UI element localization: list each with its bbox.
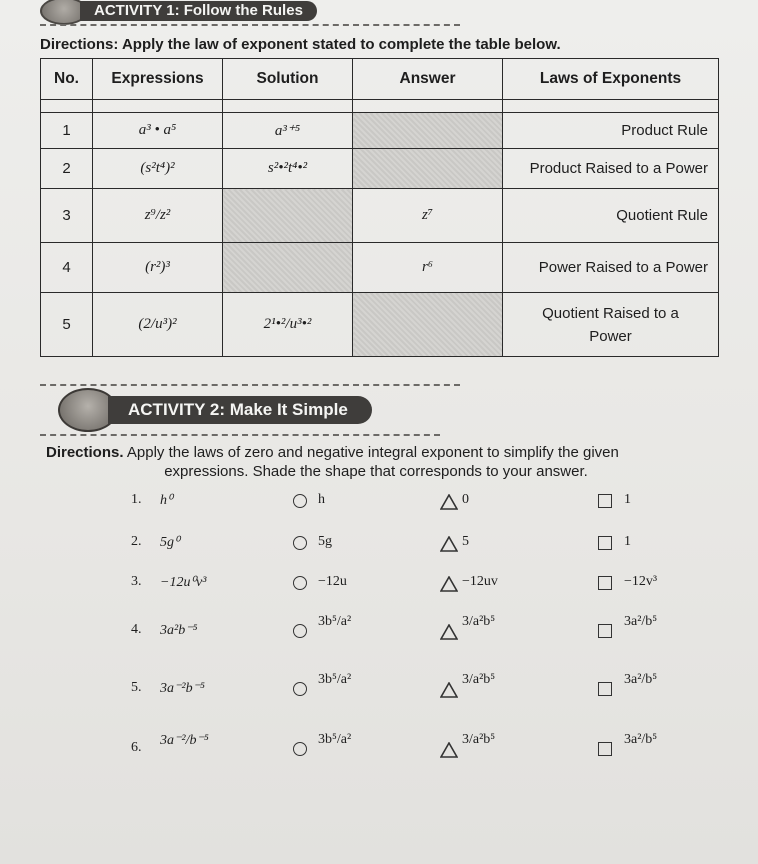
circle-shape[interactable]	[293, 682, 307, 696]
item-question: 3a²b⁻⁵	[160, 623, 198, 638]
triangle-option: 0	[462, 492, 469, 507]
item-number: 3.	[131, 574, 142, 589]
law-cell	[503, 293, 719, 357]
divider	[40, 384, 460, 386]
solution-cell-shaded[interactable]	[223, 243, 353, 293]
law-cell: Power Raised to a Power	[503, 243, 719, 293]
list-item	[0, 614, 758, 654]
solution-cell-shaded[interactable]	[223, 189, 353, 243]
list-item	[0, 488, 758, 528]
item-question: 5g⁰	[160, 535, 180, 550]
circle-option: 5g	[318, 534, 332, 549]
triangle-option: 3/a²b⁵	[462, 614, 496, 629]
square-shape[interactable]	[598, 576, 612, 590]
list-item	[0, 732, 758, 772]
list-item	[0, 672, 758, 712]
item-number: 2.	[131, 534, 142, 549]
square-option: −12v³	[624, 574, 658, 589]
square-shape[interactable]	[598, 624, 612, 638]
activity2-directions	[46, 443, 726, 481]
expression-cell: z⁹/z²	[93, 189, 223, 243]
circle-shape[interactable]	[293, 624, 307, 638]
item-question: 3a⁻²/b⁻⁵	[160, 733, 209, 748]
triangle-option: 3/a²b⁵	[462, 672, 496, 687]
circle-option: 3b⁵/a²	[318, 672, 352, 687]
row-number: 3	[41, 189, 93, 243]
item-number: 4.	[131, 622, 142, 637]
answer-cell-shaded[interactable]	[353, 113, 503, 149]
law-cell: Product Raised to a Power	[503, 149, 719, 189]
square-shape[interactable]	[598, 536, 612, 550]
header-solution: Solution	[223, 59, 353, 100]
square-option: 3a²/b⁵	[624, 614, 658, 629]
answer-cell: z⁷	[353, 189, 503, 243]
activity2-banner	[58, 390, 372, 430]
expression-cell: (r²)³	[93, 243, 223, 293]
expression-cell: a³ • a⁵	[93, 113, 223, 149]
square-option: 1	[624, 534, 631, 549]
circle-option: 3b⁵/a²	[318, 732, 352, 747]
table-row	[41, 149, 719, 189]
activity2-title: ACTIVITY 2: Make It Simple	[108, 396, 372, 424]
expression-cell: (2/u³)²	[93, 293, 223, 357]
activity1-directions: Directions: Apply the law of exponent stated to complete the table below.	[40, 36, 561, 53]
table-row	[41, 189, 719, 243]
activity1-banner	[40, 0, 317, 22]
header-laws: Laws of Exponents	[503, 59, 719, 100]
triangle-option: 3/a²b⁵	[462, 732, 496, 747]
square-shape[interactable]	[598, 742, 612, 756]
list-item	[0, 570, 758, 610]
header-answer: Answer	[353, 59, 503, 100]
table-row	[41, 293, 719, 357]
law-line-2: Power	[589, 327, 632, 345]
table-row	[41, 113, 719, 149]
item-question: 3a⁻²b⁻⁵	[160, 681, 205, 696]
item-number: 5.	[131, 680, 142, 695]
header-no: No.	[41, 59, 93, 100]
divider	[40, 24, 460, 26]
law-line-1: Quotient Raised to a	[542, 304, 679, 322]
list-item	[0, 530, 758, 570]
triangle-option: 5	[462, 534, 469, 549]
square-option: 1	[624, 492, 631, 507]
item-number: 1.	[131, 492, 142, 507]
circle-option: −12u	[318, 574, 347, 589]
circle-shape[interactable]	[293, 742, 307, 756]
answer-cell: r⁶	[353, 243, 503, 293]
square-shape[interactable]	[598, 494, 612, 508]
triangle-option: −12uv	[462, 574, 498, 589]
spacer-row	[41, 100, 719, 113]
directions-label: Directions.	[46, 444, 124, 461]
expression-cell: (s²t⁴)²	[93, 149, 223, 189]
circle-shape[interactable]	[293, 576, 307, 590]
laws-table	[40, 58, 719, 357]
circle-option: h	[318, 492, 325, 507]
answer-cell-shaded[interactable]	[353, 293, 503, 357]
item-question: h⁰	[160, 493, 173, 508]
table-header-row	[41, 59, 719, 100]
directions-line-2: expressions. Shade the shape that corresponds to your answer.	[164, 463, 588, 480]
circle-option: 3b⁵/a²	[318, 614, 352, 629]
row-number: 1	[41, 113, 93, 149]
square-shape[interactable]	[598, 682, 612, 696]
law-cell: Product Rule	[503, 113, 719, 149]
item-number: 6.	[131, 740, 142, 755]
solution-cell: a³⁺⁵	[223, 113, 353, 149]
law-cell: Quotient Rule	[503, 189, 719, 243]
circle-shape[interactable]	[293, 536, 307, 550]
circle-shape[interactable]	[293, 494, 307, 508]
header-expressions: Expressions	[93, 59, 223, 100]
row-number: 5	[41, 293, 93, 357]
solution-cell: s²•²t⁴•²	[223, 149, 353, 189]
solution-cell: 2¹•²/u³•²	[223, 293, 353, 357]
directions-line-1: Apply the laws of zero and negative integral exponent to simplify the given	[126, 444, 619, 461]
table-row	[41, 243, 719, 293]
answer-cell-shaded[interactable]	[353, 149, 503, 189]
square-option: 3a²/b⁵	[624, 672, 658, 687]
activity1-title: ACTIVITY 1: Follow the Rules	[80, 1, 317, 21]
divider	[40, 434, 440, 436]
row-number: 4	[41, 243, 93, 293]
square-option: 3a²/b⁵	[624, 732, 658, 747]
item-question: −12u⁰v³	[160, 575, 207, 590]
row-number: 2	[41, 149, 93, 189]
